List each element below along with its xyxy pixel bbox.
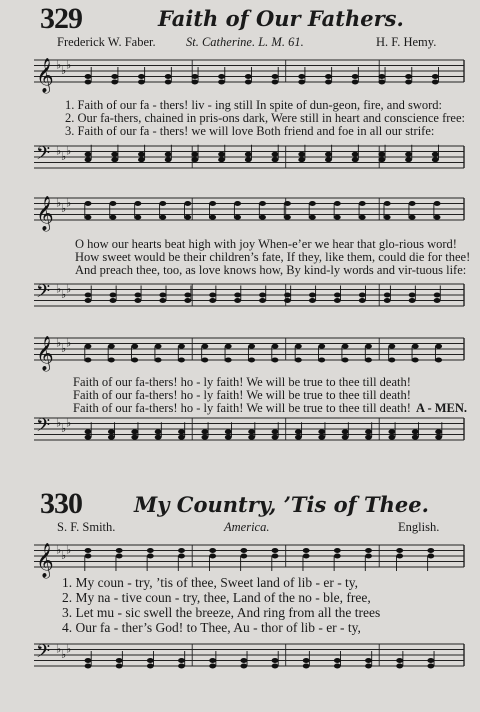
note-head	[191, 157, 198, 162]
note-head	[388, 429, 395, 434]
note-head	[85, 293, 92, 298]
note-head	[201, 358, 208, 363]
note-head	[110, 293, 117, 298]
flat-sign-icon: ♭	[66, 282, 72, 296]
note-head	[384, 215, 391, 220]
treble-clef-icon: 𝄞	[36, 543, 54, 578]
note-head	[234, 298, 241, 303]
note-head	[225, 435, 232, 440]
note-head	[165, 74, 172, 79]
note-head	[209, 293, 216, 298]
note-head	[155, 429, 162, 434]
note-head	[85, 358, 92, 363]
note-head	[111, 157, 118, 162]
note-head	[110, 298, 117, 303]
note-head	[309, 201, 316, 206]
note-head	[108, 344, 115, 349]
note-head	[298, 74, 305, 79]
note-head	[245, 157, 252, 162]
note-head	[85, 80, 92, 85]
bass-clef-icon: 𝄢	[36, 641, 51, 667]
hymn-author: S. F. Smith.	[57, 520, 116, 534]
note-head	[365, 664, 372, 669]
note-head	[259, 201, 266, 206]
lyric-line: O how our hearts beat high with joy When-e’er we hear that glo-rious word!	[75, 237, 457, 251]
note-head	[178, 344, 185, 349]
note-head	[303, 548, 310, 553]
note-head	[245, 80, 252, 85]
note-head	[85, 157, 92, 162]
note-head	[111, 152, 118, 157]
note-head	[318, 344, 325, 349]
note-head	[396, 664, 403, 669]
bass-clef-icon: 𝄢	[36, 281, 51, 307]
note-head	[234, 293, 241, 298]
note-head	[298, 80, 305, 85]
note-head	[201, 344, 208, 349]
flat-sign-icon: ♭	[61, 64, 67, 77]
note-head	[352, 74, 359, 79]
note-head	[388, 435, 395, 440]
note-head	[303, 658, 310, 663]
note-head	[409, 298, 416, 303]
note-head	[365, 429, 372, 434]
hymn-tune	[224, 520, 269, 535]
flat-sign-icon: ♭	[66, 642, 72, 656]
note-head	[384, 201, 391, 206]
note-head	[134, 201, 141, 206]
flat-sign-icon: ♭	[56, 543, 62, 557]
note-head	[434, 201, 441, 206]
lyric-line: 1. Faith of our fa - thers! liv - ing still In spite of dun-geon, fire, and sword:	[65, 98, 443, 112]
note-head	[248, 358, 255, 363]
note-head	[85, 435, 92, 440]
flat-sign-icon: ♭	[61, 202, 67, 215]
note-head	[131, 344, 138, 349]
note-head	[365, 435, 372, 440]
note-head	[138, 80, 145, 85]
note-head	[209, 298, 216, 303]
note-head	[184, 298, 191, 303]
note-head	[378, 80, 385, 85]
note-head	[272, 548, 279, 553]
note-head	[432, 157, 439, 162]
note-head	[209, 658, 216, 663]
note-head	[248, 435, 255, 440]
tune-name: America.	[224, 520, 270, 534]
flat-sign-icon: ♭	[66, 58, 72, 72]
note-head	[245, 152, 252, 157]
note-head	[159, 201, 166, 206]
note-head	[298, 157, 305, 162]
lyric-line: How sweet would be their children’s fate, If they, like them, could die for thee!	[75, 250, 471, 264]
note-head	[259, 298, 266, 303]
note-head	[85, 298, 92, 303]
hymn-number: 329	[40, 2, 82, 35]
note-head	[134, 293, 141, 298]
hymn-number: 330	[40, 487, 82, 520]
note-head	[272, 554, 279, 559]
treble-staff	[34, 330, 474, 380]
flat-sign-icon: ♭	[61, 342, 67, 355]
note-head	[412, 358, 419, 363]
note-head	[272, 152, 279, 157]
flat-sign-icon: ♭	[66, 196, 72, 210]
note-head	[138, 157, 145, 162]
note-head	[245, 74, 252, 79]
note-head	[309, 293, 316, 298]
note-head	[147, 548, 154, 553]
note-head	[138, 152, 145, 157]
note-head	[384, 298, 391, 303]
hymn-composer: English.	[398, 520, 440, 534]
note-head	[191, 80, 198, 85]
note-head	[384, 293, 391, 298]
note-head	[138, 74, 145, 79]
note-head	[359, 201, 366, 206]
note-head	[405, 152, 412, 157]
note-head	[272, 74, 279, 79]
bass-clef-icon: 𝄢	[36, 143, 51, 169]
hymn-author: Frederick W. Faber.	[57, 35, 156, 49]
note-head	[334, 554, 341, 559]
note-head	[272, 80, 279, 85]
note-head	[108, 358, 115, 363]
note-head	[234, 201, 241, 206]
note-head	[159, 298, 166, 303]
note-head	[435, 435, 442, 440]
note-head	[409, 215, 416, 220]
note-head	[116, 664, 123, 669]
note-head	[209, 215, 216, 220]
note-head	[284, 293, 291, 298]
treble-staff	[34, 52, 474, 102]
note-head	[434, 293, 441, 298]
note-head	[365, 554, 372, 559]
note-head	[209, 548, 216, 553]
note-head	[396, 554, 403, 559]
note-head	[248, 344, 255, 349]
note-head	[134, 298, 141, 303]
note-head	[352, 80, 359, 85]
note-head	[435, 429, 442, 434]
note-head	[155, 358, 162, 363]
note-head	[427, 548, 434, 553]
note-head	[405, 74, 412, 79]
note-head	[218, 74, 225, 79]
note-head	[325, 74, 332, 79]
note-head	[85, 548, 92, 553]
note-head	[85, 215, 92, 220]
note-head	[240, 554, 247, 559]
note-head	[405, 157, 412, 162]
note-head	[412, 435, 419, 440]
note-head	[334, 548, 341, 553]
note-head	[318, 435, 325, 440]
note-head	[334, 215, 341, 220]
flat-sign-icon: ♭	[61, 150, 67, 163]
note-head	[218, 80, 225, 85]
note-head	[191, 152, 198, 157]
note-head	[334, 664, 341, 669]
note-head	[295, 429, 302, 434]
note-head	[318, 429, 325, 434]
note-head	[434, 298, 441, 303]
flat-sign-icon: ♭	[66, 543, 72, 557]
note-head	[147, 664, 154, 669]
note-head	[147, 554, 154, 559]
note-head	[131, 358, 138, 363]
lyric-line: 2. Our fa-thers, chained in pris-ons dark, Were still in heart and conscience free:	[65, 111, 465, 125]
note-head	[165, 152, 172, 157]
note-head	[378, 74, 385, 79]
bass-staff	[34, 410, 474, 470]
note-head	[85, 74, 92, 79]
note-head	[178, 435, 185, 440]
lyric-line: And preach thee, too, as love knows how, By kind-ly words and vir-tuous life:	[75, 263, 467, 277]
note-head	[388, 358, 395, 363]
note-head	[147, 658, 154, 663]
note-head	[434, 215, 441, 220]
tune-name: St. Catherine. L. M. 61.	[186, 35, 304, 49]
lyric-line: Faith of our fa-thers! ho - ly faith! We will be true to thee till death!	[73, 375, 411, 389]
note-head	[85, 554, 92, 559]
note-head	[178, 664, 185, 669]
note-head	[325, 157, 332, 162]
note-head	[116, 554, 123, 559]
note-head	[191, 74, 198, 79]
note-head	[435, 358, 442, 363]
note-head	[352, 157, 359, 162]
lyric-line: Faith of our fa-thers! ho - ly faith! We will be true to thee till death!	[73, 401, 411, 415]
note-head	[248, 429, 255, 434]
note-head	[184, 215, 191, 220]
flat-sign-icon: ♭	[56, 144, 62, 158]
note-head	[184, 293, 191, 298]
note-head	[432, 80, 439, 85]
note-head	[165, 80, 172, 85]
note-head	[272, 344, 279, 349]
lyric-line: 1. My coun - try, ’tis of thee, Sweet land of lib - er - ty,	[62, 575, 359, 590]
flat-sign-icon: ♭	[66, 336, 72, 350]
note-head	[303, 554, 310, 559]
note-head	[108, 429, 115, 434]
flat-sign-icon: ♭	[56, 282, 62, 296]
hymn-composer: H. F. Hemy.	[376, 35, 437, 49]
note-head	[134, 215, 141, 220]
note-head	[432, 152, 439, 157]
flat-sign-icon: ♭	[61, 648, 67, 661]
note-head	[234, 215, 241, 220]
bass-clef-icon: 𝄢	[36, 415, 51, 441]
note-head	[201, 435, 208, 440]
hymn-title: Faith of Our Fathers.	[158, 6, 404, 31]
note-head	[318, 358, 325, 363]
flat-sign-icon: ♭	[56, 58, 62, 72]
note-head	[295, 435, 302, 440]
note-head	[85, 344, 92, 349]
treble-clef-icon: 𝄞	[36, 336, 54, 371]
note-head	[284, 201, 291, 206]
flat-sign-icon: ♭	[56, 196, 62, 210]
note-head	[432, 74, 439, 79]
note-head	[342, 358, 349, 363]
note-head	[272, 435, 279, 440]
note-head	[155, 344, 162, 349]
note-head	[209, 201, 216, 206]
bass-staff	[34, 636, 474, 686]
note-head	[352, 152, 359, 157]
note-head	[359, 215, 366, 220]
note-head	[110, 215, 117, 220]
flat-sign-icon: ♭	[66, 144, 72, 158]
note-head	[334, 658, 341, 663]
note-head	[378, 152, 385, 157]
flat-sign-icon: ♭	[56, 642, 62, 656]
note-head	[378, 157, 385, 162]
lyric-line: 3. Let mu - sic swell the breeze, And ring from all the trees	[62, 605, 381, 620]
flat-sign-icon: ♭	[61, 288, 67, 301]
treble-clef-icon: 𝄞	[36, 196, 54, 231]
note-head	[116, 658, 123, 663]
note-head	[85, 429, 92, 434]
note-head	[272, 358, 279, 363]
lyric-line: 3. Faith of our fa - thers! we will love Both friend and foe in all our strife:	[65, 124, 435, 138]
flat-sign-icon: ♭	[56, 416, 62, 430]
note-head	[272, 429, 279, 434]
note-head	[303, 664, 310, 669]
note-head	[365, 548, 372, 553]
note-head	[284, 298, 291, 303]
note-head	[298, 152, 305, 157]
note-head	[412, 429, 419, 434]
note-head	[272, 664, 279, 669]
lyric-line: Faith of our fa-thers! ho - ly faith! We will be true to thee till death!	[73, 388, 411, 402]
note-head	[178, 658, 185, 663]
note-head	[131, 429, 138, 434]
note-head	[342, 435, 349, 440]
note-head	[116, 548, 123, 553]
note-head	[295, 344, 302, 349]
note-head	[427, 658, 434, 663]
note-head	[405, 80, 412, 85]
note-head	[111, 80, 118, 85]
note-head	[427, 664, 434, 669]
flat-sign-icon: ♭	[56, 336, 62, 350]
note-head	[409, 201, 416, 206]
note-head	[85, 201, 92, 206]
note-head	[334, 201, 341, 206]
note-head	[295, 358, 302, 363]
note-head	[259, 293, 266, 298]
amen-label: A - MEN.	[416, 401, 468, 415]
note-head	[272, 658, 279, 663]
note-head	[334, 298, 341, 303]
note-head	[111, 74, 118, 79]
bass-staff	[34, 276, 474, 326]
note-head	[342, 429, 349, 434]
note-head	[309, 298, 316, 303]
note-head	[85, 664, 92, 669]
note-head	[209, 554, 216, 559]
note-head	[259, 215, 266, 220]
note-head	[218, 152, 225, 157]
note-head	[178, 548, 185, 553]
note-head	[225, 358, 232, 363]
note-head	[412, 344, 419, 349]
note-head	[131, 435, 138, 440]
note-head	[435, 344, 442, 349]
note-head	[427, 554, 434, 559]
note-head	[225, 429, 232, 434]
note-head	[309, 215, 316, 220]
note-head	[284, 215, 291, 220]
note-head	[325, 80, 332, 85]
note-head	[365, 344, 372, 349]
note-head	[110, 201, 117, 206]
note-head	[365, 358, 372, 363]
note-head	[359, 298, 366, 303]
bass-staff	[34, 138, 474, 188]
hymn-title: My Country, ’Tis of Thee.	[134, 492, 429, 517]
lyric-line: 2. My na - tive coun - try, thee, Land of the no - ble, free,	[62, 590, 371, 605]
note-head	[85, 658, 92, 663]
note-head	[165, 157, 172, 162]
flat-sign-icon: ♭	[61, 549, 67, 562]
note-head	[334, 293, 341, 298]
note-head	[325, 152, 332, 157]
note-head	[201, 429, 208, 434]
flat-sign-icon: ♭	[61, 422, 67, 435]
note-head	[409, 293, 416, 298]
note-head	[108, 435, 115, 440]
note-head	[184, 201, 191, 206]
flat-sign-icon: ♭	[66, 416, 72, 430]
note-head	[155, 435, 162, 440]
lyric-line: 4. Our fa - ther’s God! to Thee, Au - thor of lib - er - ty,	[62, 620, 361, 635]
note-head	[240, 548, 247, 553]
note-head	[272, 157, 279, 162]
note-head	[365, 658, 372, 663]
note-head	[178, 554, 185, 559]
note-head	[396, 548, 403, 553]
note-head	[240, 664, 247, 669]
note-head	[159, 293, 166, 298]
treble-clef-icon: 𝄞	[36, 58, 54, 93]
note-head	[396, 658, 403, 663]
note-head	[342, 344, 349, 349]
note-head	[178, 358, 185, 363]
hymn-tune	[186, 35, 304, 50]
note-head	[85, 152, 92, 157]
note-head	[159, 215, 166, 220]
note-head	[359, 293, 366, 298]
note-head	[178, 429, 185, 434]
note-head	[209, 664, 216, 669]
note-head	[225, 344, 232, 349]
note-head	[388, 344, 395, 349]
note-head	[218, 157, 225, 162]
note-head	[240, 658, 247, 663]
